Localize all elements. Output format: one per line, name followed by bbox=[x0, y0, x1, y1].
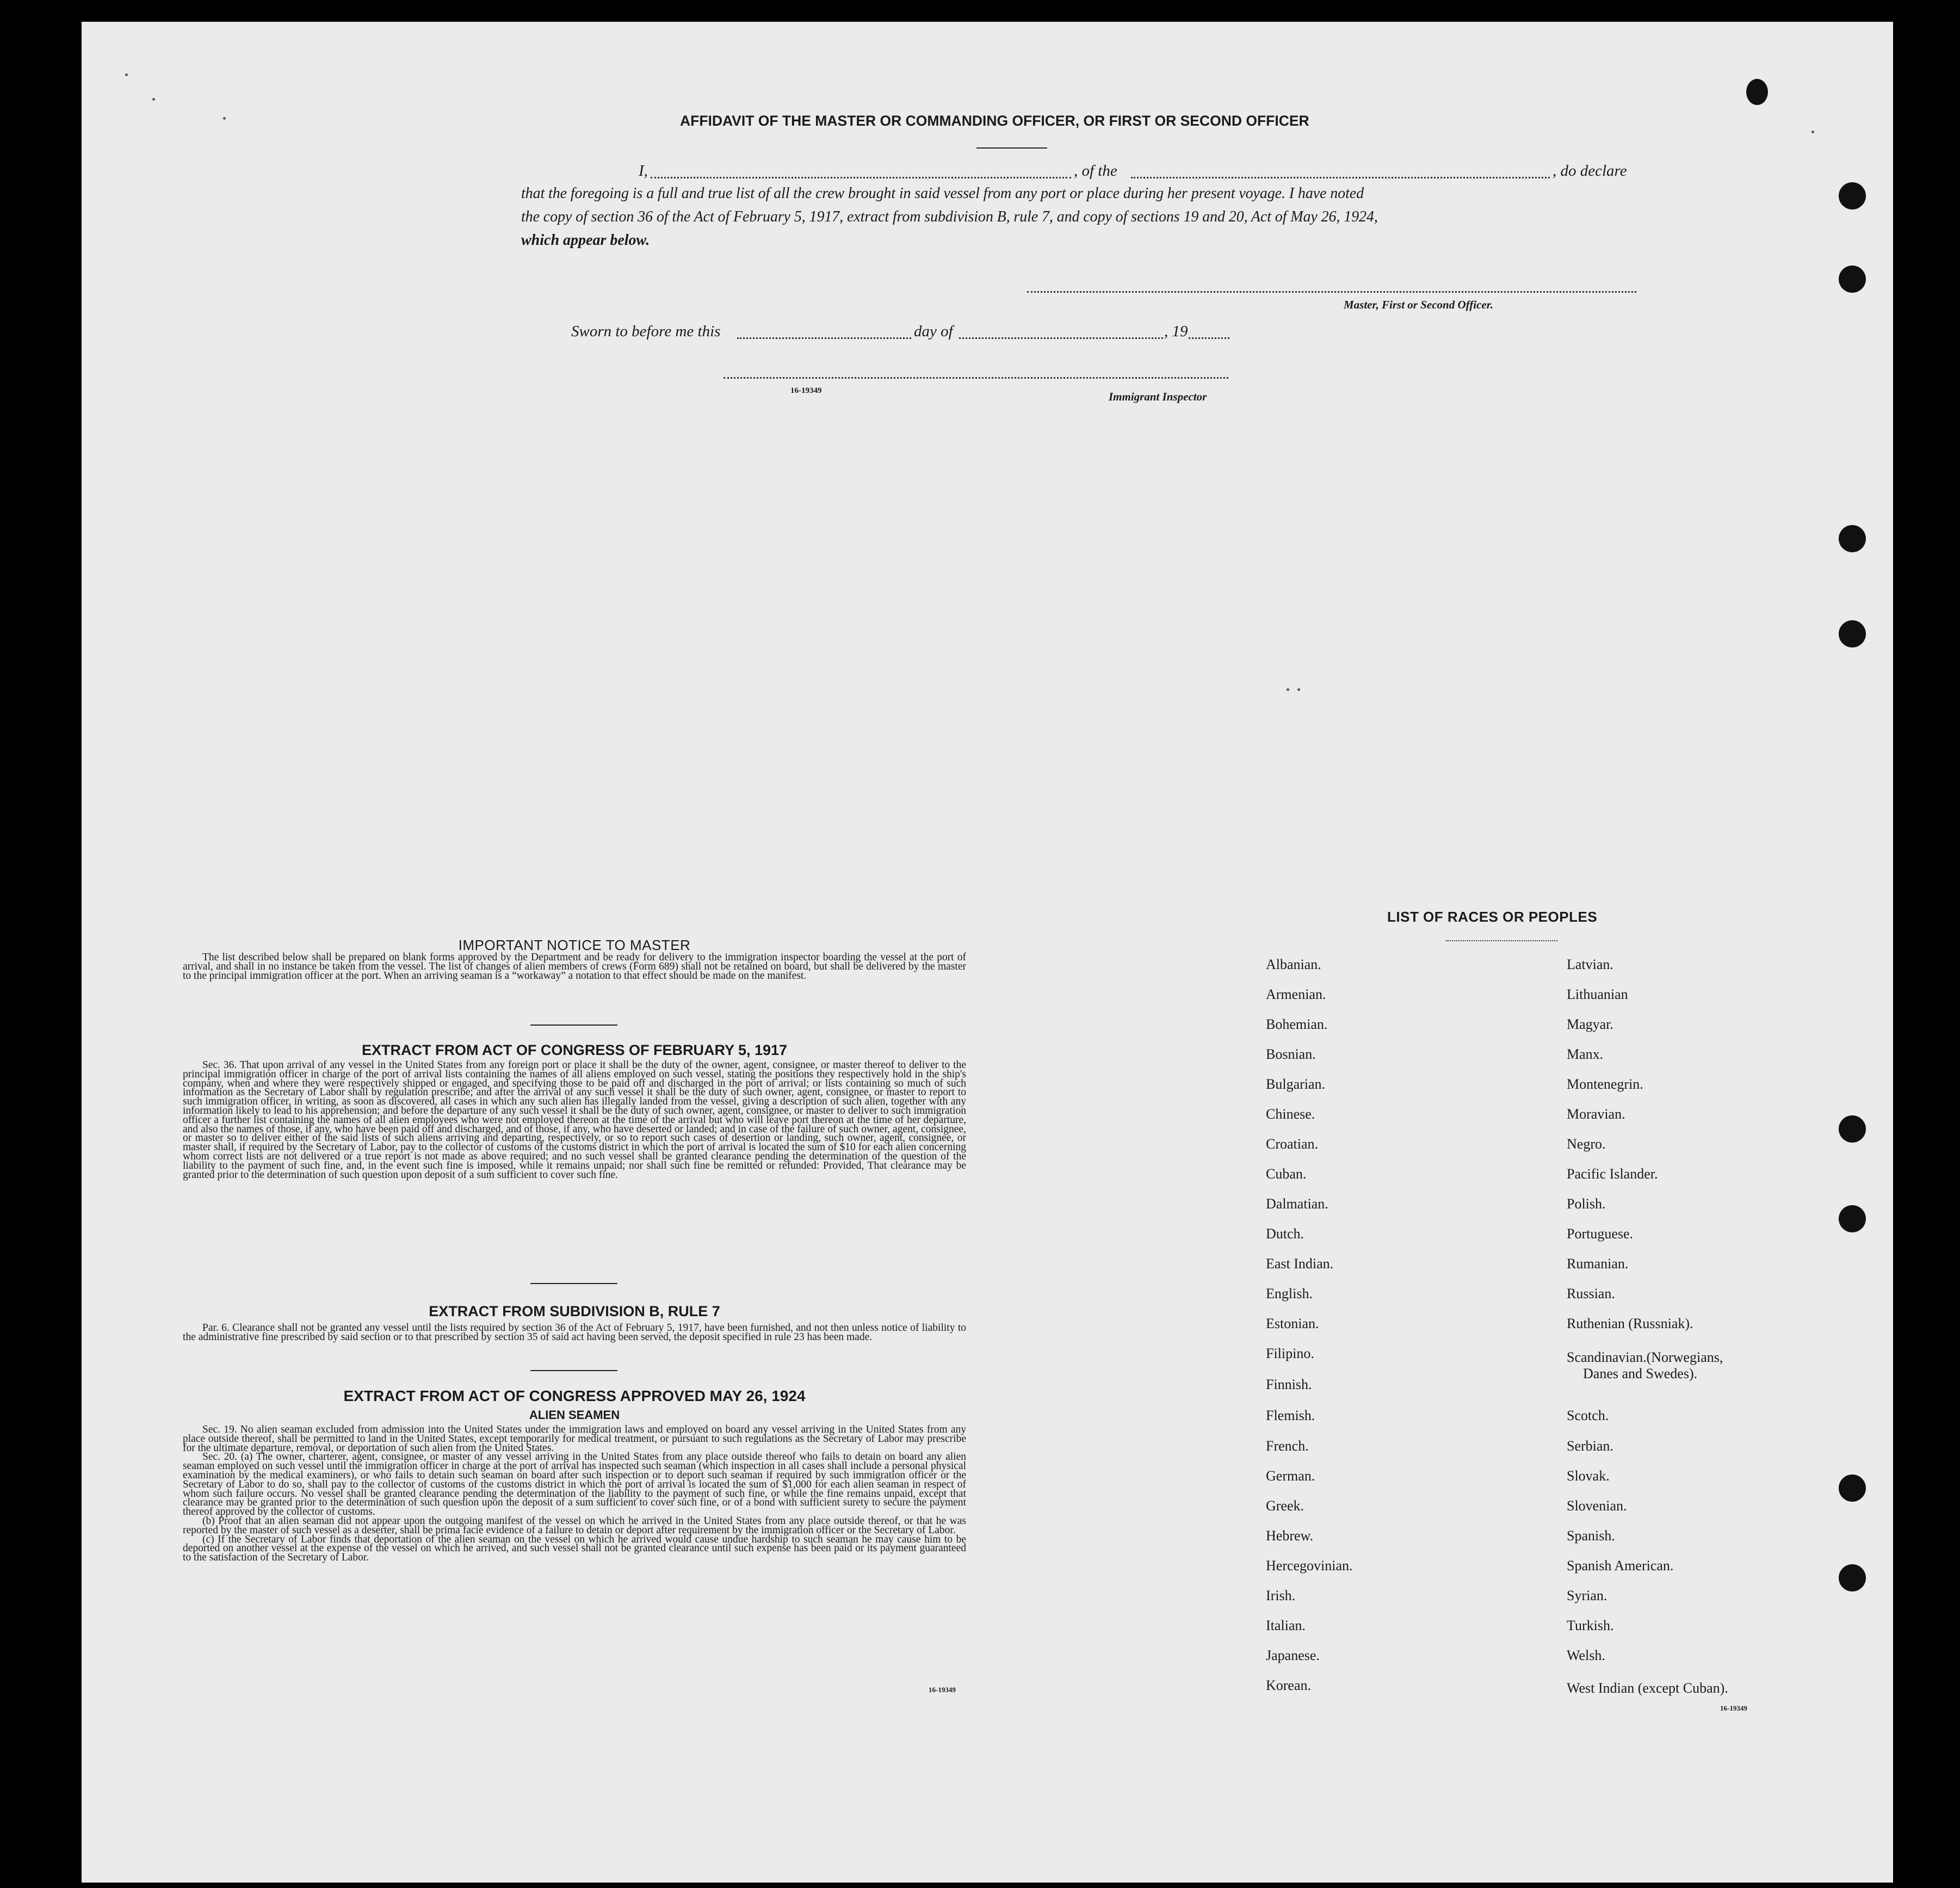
sec19-paragraph: Sec. 19. No alien seaman excluded from admission into the United States under the immigration laws and employed on board any vessel arriving in the United States from any place outside thereof, shall be permitted to land in the United States, except temporarily for medical treatment, or pursuant to such regulations as the Secretary of Labor may prescribe for the ultimate departure, removal, or deportation of such alien from the United States. bbox=[183, 1424, 966, 1454]
race-item: Albanian. bbox=[1266, 957, 1321, 972]
race-item: Portuguese. bbox=[1567, 1226, 1634, 1242]
notice-title: IMPORTANT NOTICE TO MASTER bbox=[458, 937, 691, 953]
section-divider bbox=[530, 1370, 617, 1371]
sec20b-paragraph: (b) Proof that an alien seaman did not appear upon the outgoing manifest of the vessel on which he arrived in the United States from any place outside thereof, or that he was reported by the master of such vessel as a deserter, shall be prima facie evidence of a failure to detain or deport after requirement by the immigration officer or the Secretary of Labor. bbox=[183, 1515, 966, 1536]
subdivisionB-title: EXTRACT FROM SUBDIVISION B, RULE 7 bbox=[429, 1303, 720, 1319]
declarant-line bbox=[639, 162, 1637, 184]
notice-paragraph: The list described below shall be prepared on blank forms approved by the Department and be ready for delivery to the immigration inspector boarding the vessel at the port of arrival, and shall in no instance be taken from the vessel. The list of changes of alien members of crews (Form 689) shall not be retained on board, but shall be delivered by the master to the principal immigration officer at the port. When an arriving seaman is a “workaway” a notation to that effect should be made on the manifest. bbox=[183, 952, 966, 982]
speck bbox=[125, 73, 128, 76]
race-item: Greek. bbox=[1266, 1498, 1304, 1514]
form-sheet bbox=[82, 22, 1893, 1883]
race-item: Latvian. bbox=[1567, 957, 1613, 972]
extract1924-subtitle: ALIEN SEAMEN bbox=[529, 1408, 620, 1422]
declarant-name-field[interactable] bbox=[651, 177, 1071, 178]
day-of-label: day of bbox=[914, 323, 953, 340]
race-item: Scandinavian.(Norwegians, bbox=[1567, 1349, 1723, 1365]
declaration-text-line: that the foregoing is a full and true list of all the crew brought in said vessel from any port or place during her present voyage. I have noted bbox=[521, 185, 1364, 202]
race-item: Magyar. bbox=[1567, 1016, 1613, 1032]
race-item: Rumanian. bbox=[1567, 1256, 1629, 1272]
signature-field[interactable] bbox=[1027, 291, 1636, 293]
race-item: Bosnian. bbox=[1266, 1046, 1316, 1062]
race-item: French. bbox=[1266, 1438, 1309, 1454]
sworn-year-field[interactable] bbox=[1189, 337, 1229, 339]
race-item: Moravian. bbox=[1567, 1106, 1625, 1122]
par6-paragraph: Par. 6. Clearance shall not be granted any vessel until the lists required by section 36 of the Act of February 5, 1917, have been furnished, and not then unless notice of liability to the administrative fine prescribed by said section or to that prescribed by section 35 of said act having been served, the deposit specified in rule 23 has been made. bbox=[183, 1322, 966, 1343]
race-item: Filipino. bbox=[1266, 1346, 1314, 1361]
title-underline bbox=[976, 147, 1047, 149]
inspector-signature-field[interactable] bbox=[724, 377, 1228, 379]
races-title: LIST OF RACES OR PEOPLES bbox=[1387, 909, 1598, 925]
punch-hole bbox=[1839, 182, 1866, 209]
speck bbox=[1297, 688, 1300, 691]
race-item: Russian. bbox=[1567, 1286, 1615, 1301]
subdivisionB-text bbox=[183, 1324, 966, 1342]
race-item: Negro. bbox=[1567, 1136, 1606, 1152]
race-item: Bohemian. bbox=[1266, 1016, 1328, 1032]
declaration-text-line: the copy of section 36 of the Act of February 5, 1917, extract from subdivision B, rule 7, and copy of sections 19 and 20, Act of May 26, 1924, bbox=[521, 208, 1378, 225]
extract1917-title: EXTRACT FROM ACT OF CONGRESS OF FEBRUARY 5, 1917 bbox=[361, 1042, 788, 1058]
sec20c-paragraph: (c) If the Secretary of Labor finds that deportation of the alien seaman on the vessel on which he arrived would cause undue hardship to such seaman he may cause him to be deported on another vessel at the expense of the vessel on which he arrived, and such vessel shall not be granted clearance until such expense has been paid or its payment guaranteed to the satisfaction of the Secretary of Labor. bbox=[183, 1533, 966, 1564]
race-item: Hebrew. bbox=[1266, 1528, 1314, 1544]
race-item: Bulgarian. bbox=[1266, 1076, 1326, 1092]
ink-blot bbox=[1746, 79, 1768, 105]
extract1924-text bbox=[183, 1426, 966, 1563]
race-item: Croatian. bbox=[1266, 1136, 1319, 1152]
signature-label: Master, First or Second Officer. bbox=[1344, 298, 1493, 311]
race-item: Armenian. bbox=[1266, 986, 1326, 1002]
race-item: Serbian. bbox=[1567, 1438, 1613, 1454]
extract1924-title: EXTRACT FROM ACT OF CONGRESS APPROVED MAY 26, 1924 bbox=[343, 1387, 806, 1404]
race-item: Montenegrin. bbox=[1567, 1076, 1643, 1092]
race-item: Scotch. bbox=[1567, 1408, 1609, 1423]
race-item: Polish. bbox=[1567, 1196, 1606, 1212]
form-number: 16-19349 bbox=[929, 1686, 956, 1694]
race-item: Pacific Islander. bbox=[1567, 1166, 1658, 1182]
punch-hole bbox=[1839, 266, 1866, 293]
race-item: Syrian. bbox=[1567, 1588, 1607, 1603]
form-number: 16-19349 bbox=[790, 386, 822, 395]
race-item: Dutch. bbox=[1266, 1226, 1304, 1242]
race-item: Chinese. bbox=[1266, 1106, 1315, 1122]
race-item: Cuban. bbox=[1266, 1166, 1307, 1182]
sworn-date-field[interactable] bbox=[737, 337, 911, 339]
race-item: Manx. bbox=[1567, 1046, 1604, 1062]
race-item: Japanese. bbox=[1266, 1648, 1320, 1663]
notice-text bbox=[183, 953, 966, 980]
race-item: Estonian. bbox=[1266, 1316, 1319, 1331]
race-item: Hercegovinian. bbox=[1266, 1558, 1353, 1574]
section-divider bbox=[530, 1283, 617, 1284]
race-item: Turkish. bbox=[1567, 1618, 1614, 1633]
race-item: Dalmatian. bbox=[1266, 1196, 1328, 1212]
affidavit-title: AFFIDAVIT OF THE MASTER OR COMMANDING OFFICER, OR FIRST OR SECOND OFFICER bbox=[680, 113, 1309, 129]
year-label: , 19 bbox=[1164, 323, 1188, 340]
speck bbox=[1811, 131, 1814, 133]
section-divider bbox=[530, 1025, 617, 1026]
race-item: West Indian (except Cuban). bbox=[1567, 1680, 1728, 1696]
speck bbox=[223, 117, 226, 120]
inspector-label: Immigrant Inspector bbox=[1109, 390, 1207, 403]
punch-hole bbox=[1839, 1564, 1866, 1591]
race-item: English. bbox=[1266, 1286, 1313, 1301]
races-title-underline bbox=[1446, 940, 1557, 941]
sec36-paragraph: Sec. 36. That upon arrival of any vessel in the United States from any foreign port or place it shall be the duty of the owner, agent, consignee, or master thereof to deliver to the principal immigration officer in charge of the port of arrival lists containing the names of all aliens employed on such vessel, stating the positions they respectively hold in the ship's company, when and where they were respectively shipped or engaged, and specifying those to be paid off and discharged in the port of arrival; or lists containing so much of such information as the Secretary of Labor shall by regulation prescribe; and after the arrival of any such vessel it shall be the duty of such owner, agent, consignee, or master to report to such immigration officer, in writing, as soon as discovered, all cases in which any such alien has illegally landed from the vessel, giving a description of such alien, together with any information likely to lead to his apprehension; and before the departure of any such vessel it shall be the duty of such owner, agent, consignee, or master to deliver to such immigration officer a further list containing the names of all alien employees who were not employed thereon at the time of the arrival but who will leave port thereon at the time of her departure, and also the names of those, if any, who have been paid off and discharged, and of those, if any, who have deserted or landed; and in case of the failure of such owner, agent, consignee, or master so to deliver either of the said lists of such aliens arriving and departing, respectively, or so to report such cases of desertion or landing, such owner, agent, consignee, or master shall, if required by the Secretary of Labor, pay to the collector of customs of the customs district in which the port of arrival is located the sum of $10 for each alien concerning whom correct lists are not delivered or a true report is not made as above required; and no such vessel shall be granted clearance pending the determination of the question of the liability to the payment of such fine, and, in the event such fine is imposed, while it remains unpaid; nor shall such fine be remitted or refunded: Provided, That clearance may be granted prior to the determination of such question upon deposit of a sum sufficient to cover such fine. bbox=[183, 1059, 966, 1181]
declaration-text-line: which appear below. bbox=[521, 232, 650, 249]
race-item: German. bbox=[1266, 1468, 1315, 1484]
of-the-label: , of the bbox=[1074, 162, 1117, 180]
race-item: Italian. bbox=[1266, 1618, 1306, 1633]
sworn-label: Sworn to before me this bbox=[571, 323, 721, 340]
race-item: Lithuanian bbox=[1567, 986, 1628, 1002]
punch-hole bbox=[1839, 1115, 1866, 1143]
race-item: Danes and Swedes). bbox=[1583, 1366, 1698, 1381]
punch-hole bbox=[1839, 620, 1866, 647]
punch-hole bbox=[1839, 1474, 1866, 1502]
race-item: Finnish. bbox=[1266, 1377, 1312, 1392]
punch-hole bbox=[1839, 525, 1866, 552]
race-item: East Indian. bbox=[1266, 1256, 1334, 1272]
race-item: Welsh. bbox=[1567, 1648, 1605, 1663]
sworn-line bbox=[571, 323, 1306, 344]
sec20a-paragraph: Sec. 20. (a) The owner, charterer, agent, consignee, or master of any vessel arriving in the United States from any place outside thereof who fails to detain on board any alien seaman employed on such vessel until the immigration officer in charge at the port of arrival has inspected such seaman (which inspection in all cases shall include a personal physical examination by the medical examiners), or who fails to detain such seaman on board after such inspection or to deport such seaman if required by such immigration officer or the Secretary of Labor to do so, shall pay to the collector of customs of the customs district in which the port of arrival is located the sum of $1,000 for each alien seaman in respect of whom such failure occurs. No vessel shall be granted clearance pending the determination of the liability to the payment of such fine, or while the fine remains unpaid, except that clearance may be granted prior to the determination of such question upon the deposit of a sum sufficient to cover such fine, or of a bond with sufficient surety to secure the payment thereof approved by the collector of customs. bbox=[183, 1451, 966, 1518]
race-item: Ruthenian (Russniak). bbox=[1567, 1316, 1693, 1331]
i-label: I, bbox=[639, 162, 648, 180]
sworn-month-field[interactable] bbox=[959, 337, 1163, 339]
do-declare-label: , do declare bbox=[1553, 162, 1627, 180]
race-item: Spanish American. bbox=[1567, 1558, 1674, 1574]
race-item: Spanish. bbox=[1567, 1528, 1615, 1544]
race-item: Slovak. bbox=[1567, 1468, 1610, 1484]
form-number: 16-19349 bbox=[1720, 1704, 1747, 1712]
race-item: Korean. bbox=[1266, 1677, 1312, 1693]
vessel-name-field[interactable] bbox=[1131, 177, 1550, 178]
speck bbox=[1287, 688, 1289, 691]
speck bbox=[152, 98, 155, 101]
race-item: Flemish. bbox=[1266, 1408, 1315, 1423]
race-item: Slovenian. bbox=[1567, 1498, 1627, 1514]
punch-hole bbox=[1839, 1205, 1866, 1232]
race-item: Irish. bbox=[1266, 1588, 1296, 1603]
extract1917-text bbox=[183, 1061, 966, 1180]
